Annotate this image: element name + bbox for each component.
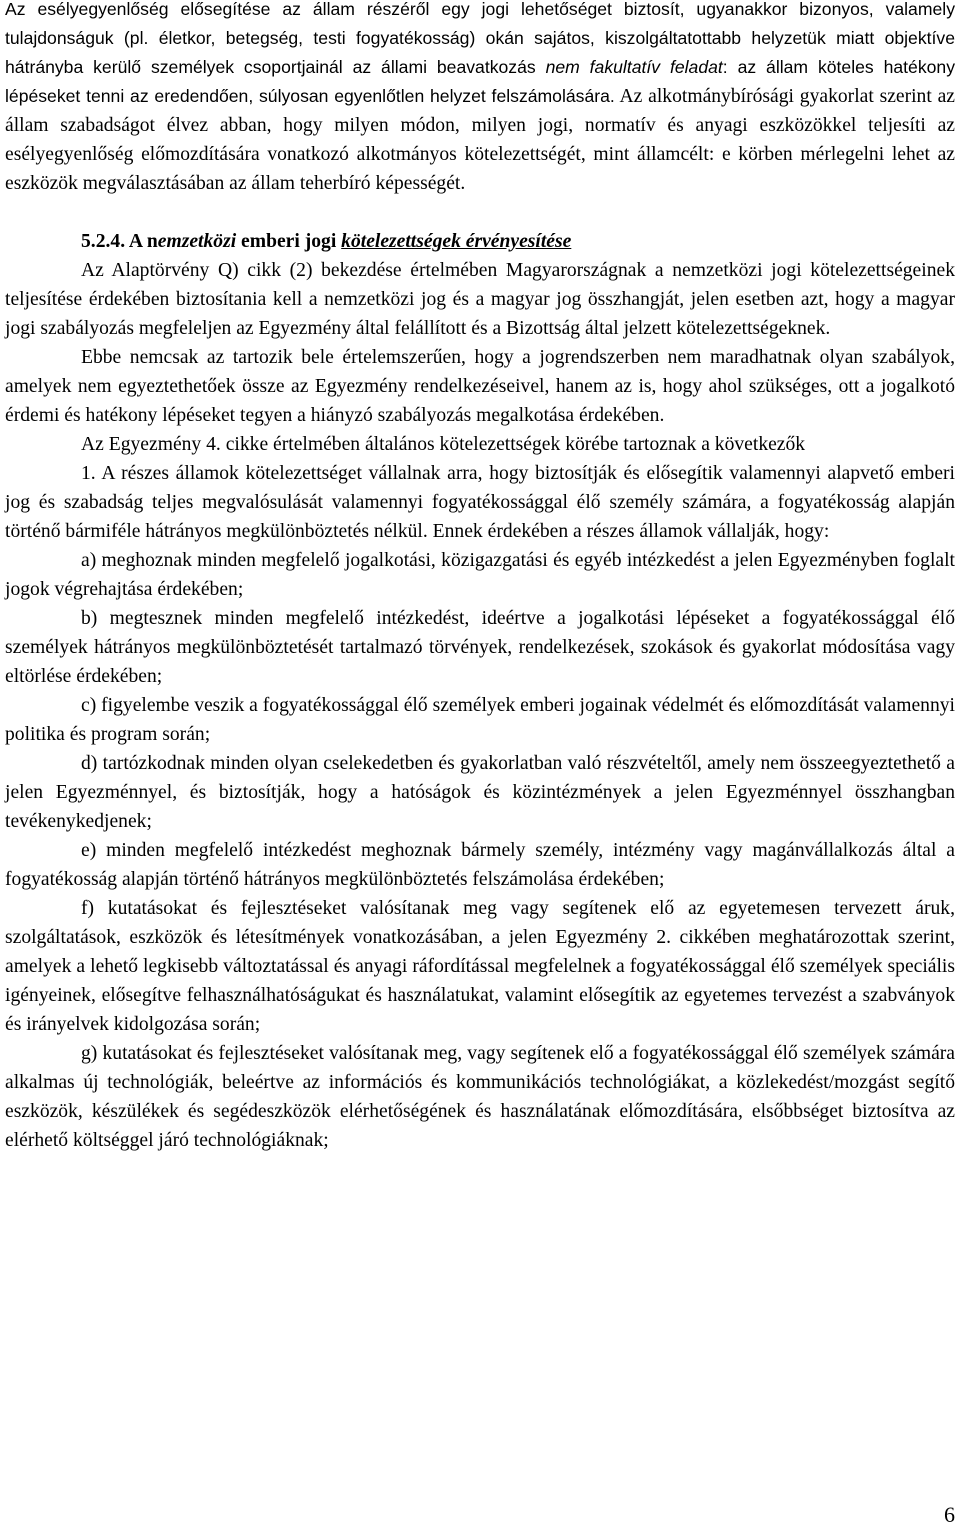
list-item-f: f) kutatásokat és fejlesztéseket valósítanak meg vagy segítenek elő az egyetemesen tervezett áruk, szolgáltatások, eszközök és létesítmények vonatkozásában, a jelen Egyezmény 2. cikkében meghatározottak szerint, amelyek a lehető legkisebb változtatással és anyagi ráfordítással megfelelnek a fogyatékossággal élő személyek speciális igényeinek, elősegítve felhasználhatóságukat és használatukat, valamint elősegítik az egyetemes tervezést a szabványok és irányelvek kidolgozása során; [5, 898, 955, 1035]
list-item-a: a) meghoznak minden megfelelő jogalkotási, közigazgatási és egyéb intézkedést a jelen Egyezményben foglalt jogok végrehajtása érdekében; [5, 550, 955, 600]
intro-emphasis: nem fakultatív feladat [545, 57, 723, 77]
paragraph-alaptorveny: Az Alaptörvény Q) cikk (2) bekezdése értelmében Magyarországnak a nemzetközi jogi kötelezettségeinek teljesítése érdekében biztosítania kell a nemzetközi jog és a magyar jog összhangját, jelen esetben azt, hogy a magyar jogi szabályozás megfeleljen az Egyezmény által felállított és a Bizottság által jelzett kötelezettségeknek. [5, 260, 955, 339]
paragraph-cikk-4: Az Egyezmény 4. cikke értelmében általános kötelezettségek körébe tartoznak a következők [81, 434, 806, 455]
list-item-1: 1. A részes államok kötelezettséget vállalnak arra, hogy biztosítják és elősegítik valamennyi alapvető emberi jog és szabadság teljes megvalósulását valamennyi fogyatékossággal élő személy számára, a fogyatékosság alapján történő bármiféle hátrányos megkülönböztetés nélkül. Ennek érdekében a részes államok vállalják, hogy: [5, 463, 955, 542]
intro-text-1: Az esélyegyenlőség elősegítése az állam részéről egy jogi lehetőséget biztosít, ugyanakkor bizonyos, valamely tulajdonságuk (pl. életkor, betegség, testi fogyatékosság) okán sajátos, kiszolgáltatottabb helyzetük miatt objektíve hátrányba kerülő személyek csoportjainál az állami beavatkozás [5, 0, 955, 77]
list-item-e: e) minden megfelelő intézkedést meghoznak bármely személy, intézmény vagy magánvállalkozás által a fogyatékosság alapján történő hátrányos megkülönböztetés felszámolása érdekében; [5, 840, 955, 890]
intro-paragraph [5, 0, 955, 198]
intro-text-2: : az állam köteles hatékony lépéseket tenni az eredendően, súlyosan egyenlőtlen helyzet felszámolására. [5, 57, 955, 106]
section-word-nemzetkozi: emzetközi [157, 231, 237, 252]
section-title-rest: kötelezettségek érvényesítése [341, 231, 572, 252]
list-item-c: c) figyelembe veszik a fogyatékossággal élő személyek emberi jogainak védelmét és előmozdítását valamennyi politika és program során; [5, 695, 955, 745]
intro-text-3: Az alkotmánybírósági gyakorlat szerint az állam szabadságot élvez abban, hogy milyen módon, milyen jogi, normatív és anyagi eszközökkel teljesíti az esélyegyenlőség előmozdítására vonatkozó alkotmányos kötelezettségét, mint államcélt: e körben mérlegelni lehet az eszközök megválasztásában az állam teherbíró képességét. [5, 86, 955, 194]
list-item-d: d) tartózkodnak minden olyan cselekedetben és gyakorlatban való részvételtől, amely nem összeegyeztethető a jelen Egyezménnyel, és biztosítják, hogy a hatóságok és közintézmények a jelen Egyezménnyel összhangban tevékenykedjenek; [5, 753, 955, 832]
section-word-emberi-jogi: emberi jogi [236, 231, 342, 252]
list-item-g: g) kutatásokat és fejlesztéseket valósítanak meg, vagy segítenek elő a fogyatékossággal élő személyek számára alkalmas új technológiák, beleértve az információs és kommunikációs technológiákat, a közlekedést/mozgást segítő eszközök, készülékek és segédeszközök elérhetőségének és használatának előmozdítására, elsőbbséget biztosítva az elérhető költséggel járó technológiáknak; [5, 1043, 955, 1151]
paragraph-ebbe: Ebbe nemcsak az tartozik bele értelemszerűen, hogy a jogrendszerben nem maradhatnak olyan szabályok, amelyek nem egyeztethetőek össze az Egyezmény rendelkezéseivel, hanem az is, hogy ahol szükséges, ott a jogalkotó érdemi és hatékony lépéseket tegyen a hiányzó szabályozás megalkotása érdekében. [5, 347, 955, 426]
section-number: 5.2.4. A n [81, 231, 158, 252]
page-number: 6 [944, 1502, 955, 1527]
list-item-b: b) megtesznek minden megfelelő intézkedést, ideértve a jogalkotási lépéseket a fogyatékossággal élő személyek hátrányos megkülönböztetését tartalmazó törvények, rendelkezések, szokások és gyakorlat módosítása vagy eltörlése érdekében; [5, 608, 955, 687]
section-heading [5, 227, 955, 256]
document-page [5, 0, 955, 1155]
